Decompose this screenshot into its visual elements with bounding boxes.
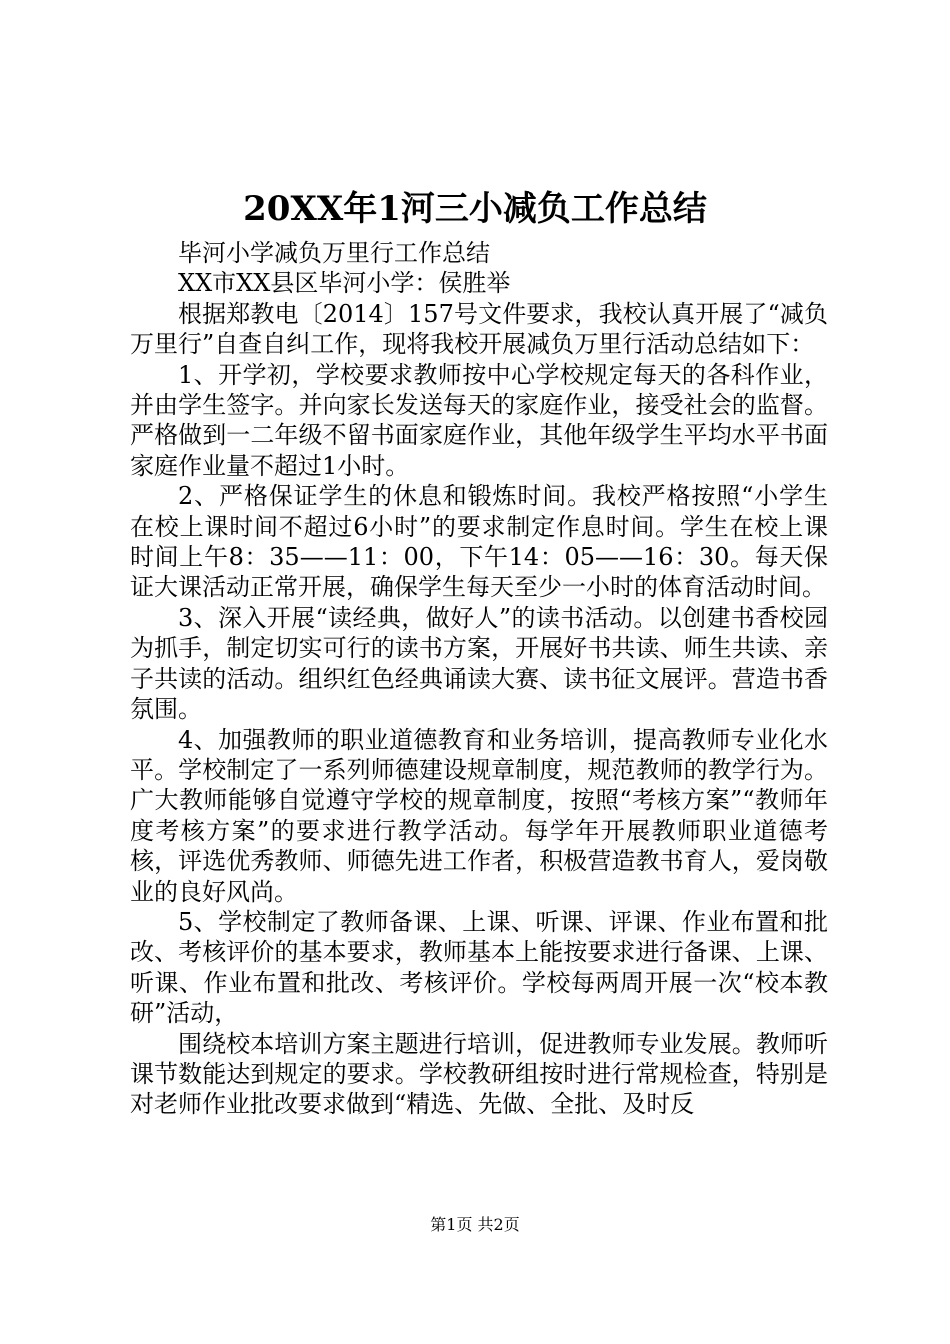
subtitle-paragraph: 毕河小学减负万里行工作总结 <box>178 239 490 267</box>
document-title: 20XX年1河三小减负工作总结 <box>243 189 707 229</box>
item-4-paragraph: 4、加强教师的职业道德教育和业务培训，提高教师专业化水平。学校制定了一系列师德建设规章制度，规范教师的教学行为。广大教师能够自觉遵守学校的规章制度，按照“考核方案”“教师年度考核方案”的要求进行教学活动。每学年开展教师职业道德考核，评选优秀教师、师德先进工作者，积极营造教书育人，爱岗敬业的良好风尚。 <box>130 725 828 906</box>
document-body <box>130 238 828 1120</box>
item-1-paragraph: 1、开学初，学校要求教师按中心学校规定每天的各科作业，并由学生签字。并向家长发送每天的家庭作业，接受社会的监督。严格做到一二年级不留书面家庭作业，其他年级学生平均水平书面家庭作业量不超过1小时。 <box>130 360 828 480</box>
item-5-paragraph: 5、学校制定了教师备课、上课、听课、评课、作业布置和批改、考核评价的基本要求，教师基本上能按要求进行备课、上课、听课、作业布置和批改、考核评价。学校每两周开展一次“校本教研”活动， <box>130 907 828 1028</box>
intro-paragraph: 根据郑教电〔2014〕157号文件要求，我校认真开展了“减负万里行”自查自纠工作，现将我校开展减负万里行活动总结如下： <box>130 299 828 359</box>
item-2-paragraph: 2、严格保证学生的休息和锻炼时间。我校严格按照“小学生在校上课时间不超过6小时”的要求制定作息时间。学生在校上课时间上午8：35——11：00，下午14：05——16：30。每天保证大课活动正常开展，确保学生每天至少一小时的体育活动时间。 <box>130 482 828 602</box>
page-footer: 第1页 共2页 <box>430 1215 520 1234</box>
continuation-paragraph: 围绕校本培训方案主题进行培训，促进教师专业发展。教师听课节数能达到规定的要求。学校教研组按时进行常规检查，特别是对老师作业批改要求做到“精选、先做、全批、及时反 <box>130 1029 828 1119</box>
item-3-paragraph: 3、深入开展“读经典，做好人”的读书活动。以创建书香校园为抓手，制定切实可行的读书方案，开展好书共读、师生共读、亲子共读的活动。组织红色经典诵读大赛、读书征文展评。营造书香氛围。 <box>130 603 828 724</box>
author-line: XX市XX县区毕河小学：侯胜举 <box>178 269 511 298</box>
